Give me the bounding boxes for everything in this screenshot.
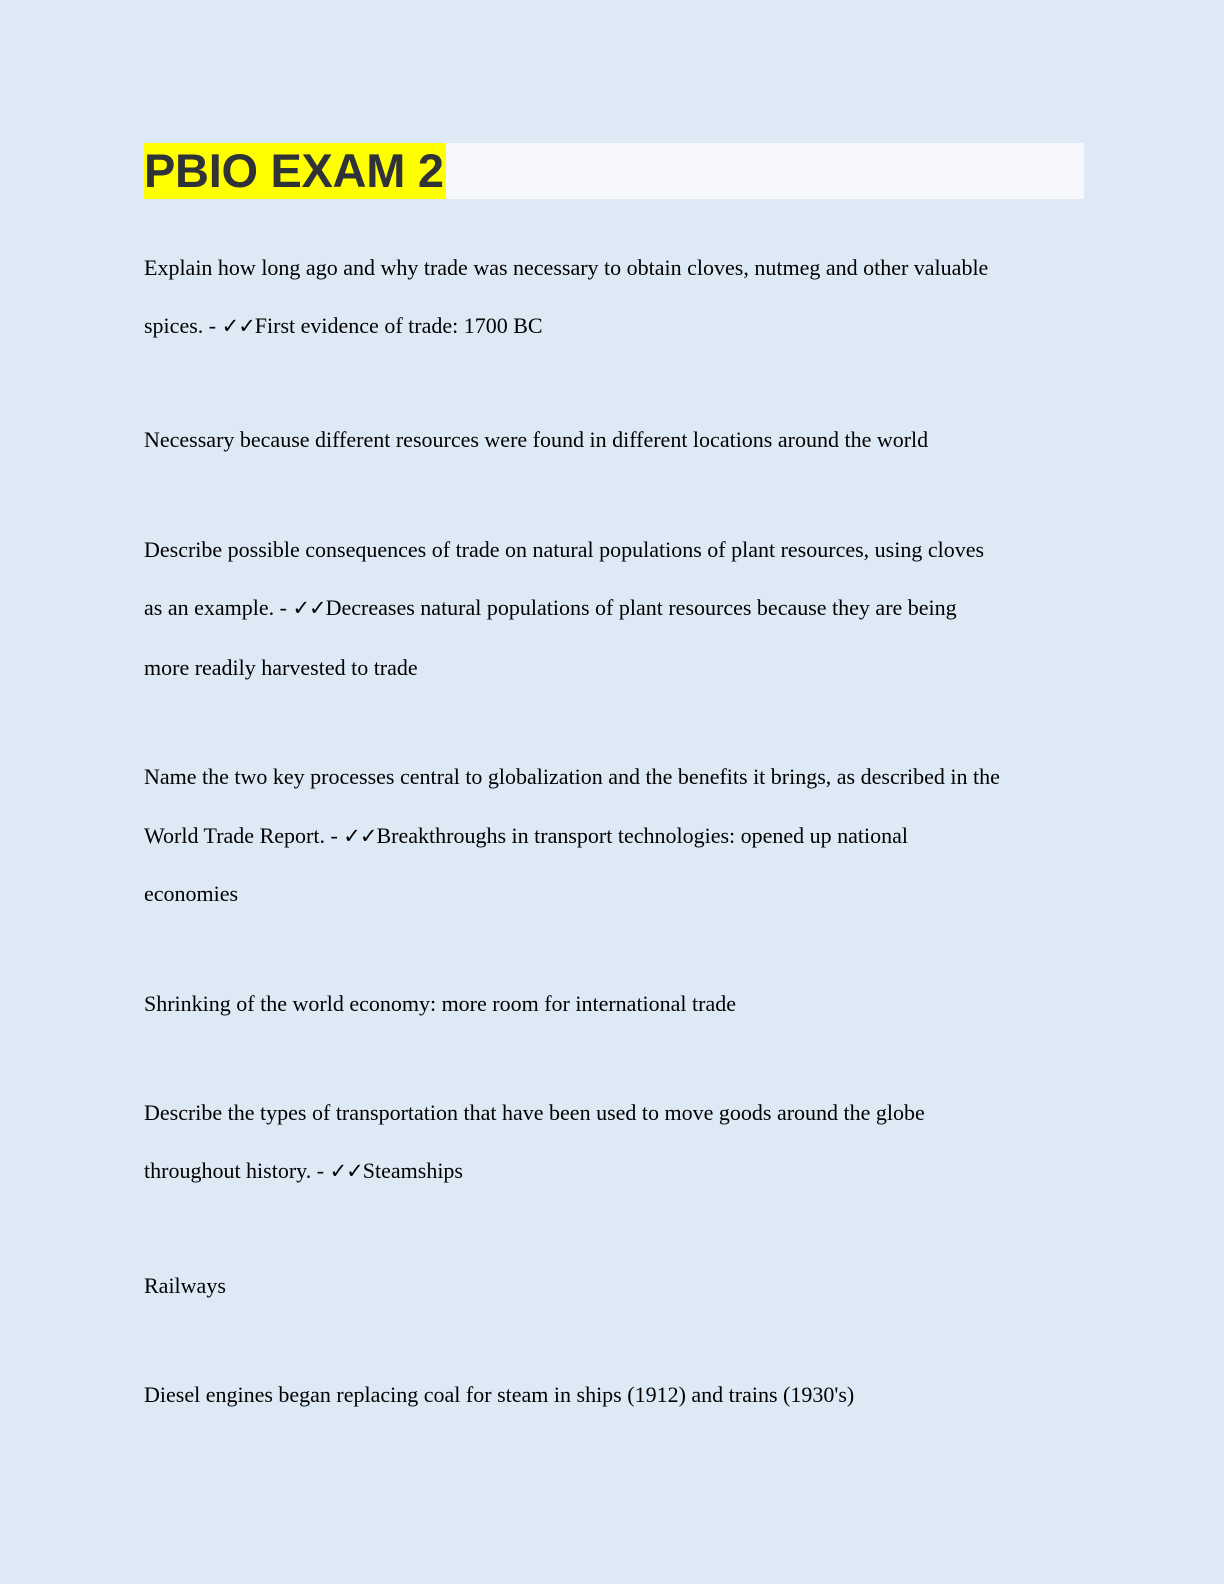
question-1-line-1: Explain how long ago and why trade was necessary to obtain cloves, nutmeg and other valuable	[144, 255, 989, 280]
answer-2-line-2: more readily harvested to trade	[144, 655, 418, 680]
question-1-line-2	[144, 313, 543, 339]
question-3-text: World Trade Report. -	[144, 823, 344, 848]
answer-3-text: Breakthroughs in transport technologies: opened up national	[376, 823, 909, 848]
title-bar	[144, 143, 1084, 199]
question-2-text: as an example. -	[144, 595, 293, 620]
answer-2-text: Decreases natural populations of plant resources because they are being	[325, 595, 957, 620]
question-4-text: throughout history. -	[144, 1158, 330, 1183]
question-4-line-1: Describe the types of transportation that have been used to move goods around the globe	[144, 1100, 925, 1125]
answer-3-line-2: economies	[144, 881, 239, 906]
page-title: PBIO EXAM 2	[144, 144, 444, 197]
answer-4-text: Steamships	[362, 1158, 463, 1183]
check-mark-icon: ✓✓	[221, 314, 255, 338]
answer-1-text: First evidence of trade: 1700 BC	[254, 313, 543, 338]
question-2-line-1: Describe possible consequences of trade on natural populations of plant resources, using cloves	[144, 537, 985, 562]
question-2-line-2	[144, 595, 957, 621]
answer-4-item-railways: Railways	[144, 1273, 226, 1298]
answer-1-continuation: Necessary because different resources were found in different locations around the world	[144, 427, 929, 452]
answer-3-continuation: Shrinking of the world economy: more room for international trade	[144, 991, 737, 1016]
question-4-line-2	[144, 1158, 463, 1184]
question-1-text: spices. -	[144, 313, 222, 338]
check-mark-icon: ✓✓	[343, 824, 377, 848]
question-3-line-2	[144, 823, 908, 849]
question-3-line-1: Name the two key processes central to globalization and the benefits it brings, as described in the	[144, 764, 1000, 789]
answer-4-item-diesel: Diesel engines began replacing coal for steam in ships (1912) and trains (1930's)	[144, 1382, 855, 1407]
check-mark-icon: ✓✓	[329, 1159, 363, 1183]
check-mark-icon: ✓✓	[292, 596, 326, 620]
